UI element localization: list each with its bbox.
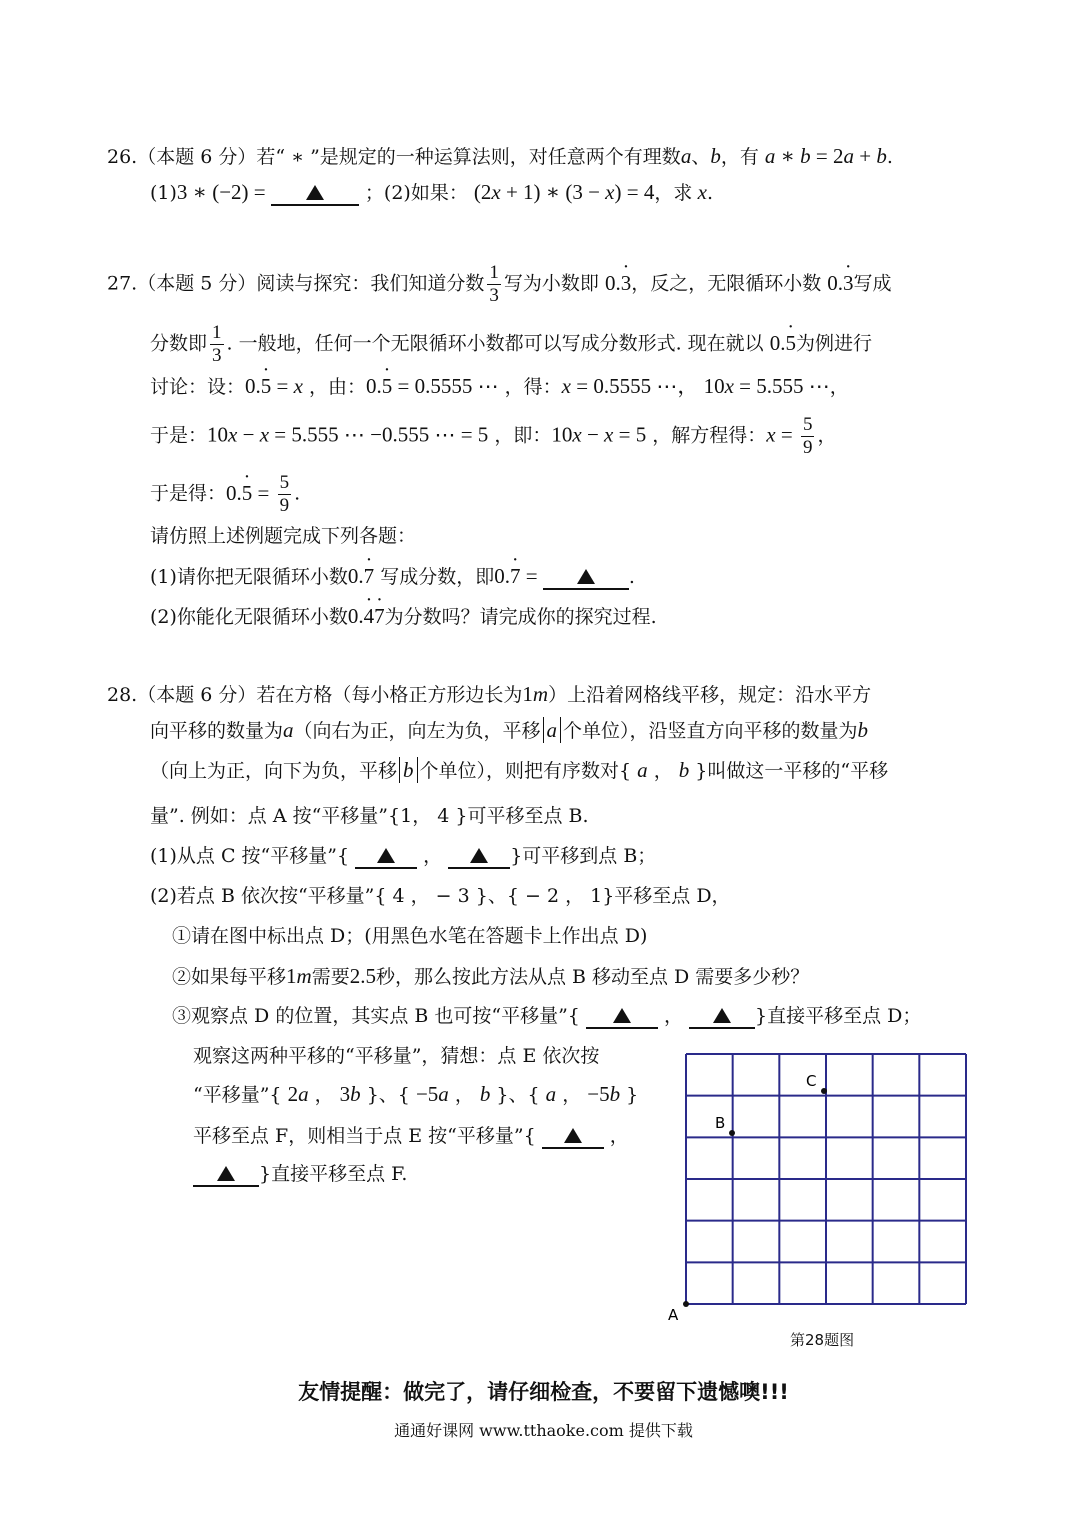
q27-line2: 分数即 $\frac{1}{3}$ . 一般地，任何一个无限循环小数都可以写成分数形式. 现在就以 0.· 5为例进行 [150, 322, 872, 367]
q26-line1: 26.（本题 6 分）若“ ∗ ”是规定的一种运算法则，对任意两个有理数a、b，有 a ∗ b = 2a + b. [107, 144, 893, 168]
label-C: C [806, 1072, 817, 1090]
triangle-icon [306, 185, 324, 200]
answer-blank[interactable] [448, 845, 510, 869]
q27-line3: 讨论：设：0.· 5 = x ，由：0.· 5 = 0.5555 ⋯ ，得：x = 0.5555 ⋯， 10x = 5.555 ⋯， [150, 372, 849, 401]
q28-line8: ②如果每平移1m需要2.5秒，那么按此方法从点 B 移动至点 D 需要多少秒？ [172, 964, 810, 988]
footer: 通通好课网 www.tthaoke.com 提供下载 [394, 1421, 693, 1440]
q27-line4: 于是：10x − x = 5.555 ⋯ −0.555 ⋯ = 5 ，即：10x − x = 5 ，解方程得：x = $\frac{5}{9}$ ， [150, 414, 837, 458]
triangle-icon [613, 1008, 631, 1023]
triangle-icon [577, 569, 595, 584]
q26-line2: (1)3 ∗ (−2) = ；(2)如果： (2x + 1) ∗ (3 − x) = 4，求 x. [150, 180, 713, 204]
triangle-icon [564, 1128, 582, 1143]
triangle-icon [713, 1008, 731, 1023]
label-A: A [668, 1306, 679, 1324]
label-B: B [715, 1114, 726, 1132]
q28-line7: ①请在图中标出点 D；(用黑色水笔在答题卡上作出点 D) [172, 925, 648, 947]
q28-line4: 量”. 例如：点 A 按“平移量”{1， 4 }可平移至点 B. [150, 805, 589, 827]
q28-line1: 28.（本题 6 分）若在方格（每小格正方形边长为1m）上沿着网格线平移，规定：沿水平方 [107, 682, 872, 706]
point-C [821, 1088, 827, 1094]
triangle-icon [217, 1166, 235, 1181]
answer-blank[interactable] [542, 1125, 604, 1149]
q27-line8: (2)你能化无限循环小数0.· 4· 7为分数吗？请完成你的探究过程. [150, 602, 657, 631]
answer-blank[interactable] [271, 182, 359, 206]
answer-blank[interactable] [689, 1005, 755, 1029]
answer-blank[interactable] [543, 566, 629, 590]
q27-line5: 于是得：0.· 5 = $\frac{5}{9}$ . [150, 472, 300, 517]
point-B [729, 1130, 735, 1136]
q28-line10: 观察这两种平移的“平移量”，猜想：点 E 依次按 [193, 1045, 600, 1067]
reminder: 友情提醒：做完了，请仔细检查，不要留下遗憾噢!!! [298, 1380, 789, 1404]
q28-line3: （向上为正，向下为负，平移 b 个单位），则把有序数对{ a ， b }叫做这一平移的“平移 [150, 758, 889, 782]
q28-line12: 平移至点 F，则相当于点 E 按“平移量”{ ， [193, 1125, 629, 1147]
q27-line7: (1)请你把无限循环小数0.· 7 写成分数，即0.· 7 = . [150, 562, 635, 591]
triangle-icon [470, 848, 488, 863]
q28-line13: }直接平移至点 F. [193, 1160, 407, 1188]
q28-line6: (2)若点 B 依次按“平移量”{ 4 ， − 3 }、{ − 2 ， 1}平移至点 D， [150, 885, 731, 907]
triangle-icon [377, 848, 395, 863]
answer-blank[interactable] [355, 845, 417, 869]
q28-line5: (1)从点 C 按“平移量”{ ， }可平移到点 B； [150, 845, 657, 867]
point-A [683, 1301, 689, 1307]
answer-blank[interactable] [586, 1005, 658, 1029]
q28-line2: 向平移的数量为a（向右为正，向左为负，平移 a 个单位），沿竖直方向平移的数量为b [150, 718, 869, 742]
answer-blank[interactable] [193, 1163, 259, 1187]
grid-figure [664, 1040, 984, 1340]
q28-line11: “平移量”{ 2a ， 3b }、{ −5a ， b }、{ a ， −5b } [193, 1082, 639, 1106]
figure-caption: 第28题图 [790, 1331, 855, 1349]
q27-line1: 27.（本题 5 分）阅读与探究：我们知道分数 $\frac{1}{3}$ 写为小数即 0.· 3，反之，无限循环小数 0.· 3写成 [107, 262, 892, 307]
q28-line9: ③观察点 D 的位置，其实点 B 也可按“平移量”{ ， }直接平移至点 D； [172, 1005, 922, 1027]
q27-line6: 请仿照上述例题完成下列各题： [150, 525, 417, 547]
